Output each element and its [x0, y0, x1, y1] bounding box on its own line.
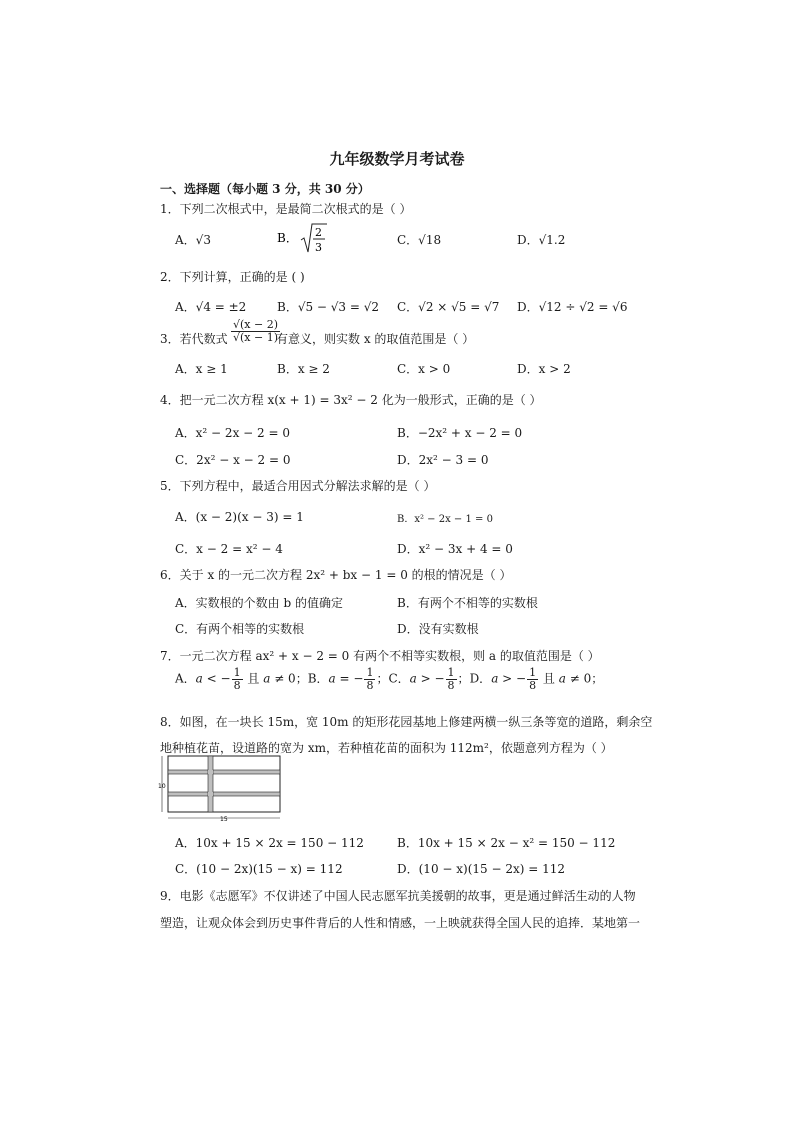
question-3-option-b: B．x ≥ 2 — [277, 362, 330, 376]
svg-text:B．: B． — [277, 231, 298, 245]
question-8-option-b: B．10x + 15 × 2x − x² = 150 − 112 — [397, 836, 616, 850]
question-5-stem: 5．下列方程中，最适合用因式分解法求解的是（ ） — [160, 479, 436, 493]
question-4-option-c: C．2x² − x − 2 = 0 — [175, 453, 291, 467]
question-5-option-d: D．x² − 3x + 4 = 0 — [397, 542, 513, 556]
figure-height-label: 10 — [158, 783, 166, 790]
question-2-option-d: D．√12 ÷ √2 = √6 — [517, 300, 628, 314]
svg-text:2: 2 — [315, 226, 322, 239]
question-3-fraction: $\frac{√(x - 2)}{√(x - 1)}$ — [233, 318, 279, 344]
question-1-option-a: A．√3 — [175, 233, 211, 247]
section-heading: 一、选择题（每小题 3 分，共 30 分） — [160, 182, 370, 196]
question-4-stem: 4．把一元二次方程 x(x + 1) = 3x² − 2 化为一般形式，正确的是（ ） — [160, 393, 542, 407]
question-1-option-c: C．√18 — [397, 233, 442, 247]
question-4-option-a: A．x² − 2x − 2 = 0 — [175, 426, 290, 440]
question-8-option-d: D．(10 − x)(15 − 2x) = 112 — [397, 862, 566, 876]
figure-width-label: 15 — [220, 816, 228, 822]
question-2-option-a: A．√4 = ±2 — [175, 300, 247, 314]
question-8-stem-line1: 8．如图，在一块长 15m，宽 10m 的矩形花园基地上修建两横一纵三条等宽的道路，剩余空 — [160, 715, 653, 729]
question-5-option-b: B．x² − 2x − 1 = 0 — [397, 514, 493, 525]
question-9-stem-line1: 9．电影《志愿军》不仅讲述了中国人民志愿军抗美援朝的故事，更是通过鲜活生动的人物 — [160, 889, 636, 903]
question-1-option-d: D．√1.2 — [517, 233, 566, 247]
garden-road-figure — [158, 752, 282, 822]
question-1-stem: 1．下列二次根式中，是最简二次根式的是（ ） — [160, 202, 412, 216]
question-6-option-d: D．没有实数根 — [397, 622, 479, 636]
question-6-option-a: A．实数根的个数由 b 的值确定 — [175, 596, 343, 610]
question-6-option-c: C．有两个相等的实数根 — [175, 622, 305, 636]
question-2-stem: 2．下列计算，正确的是 ( ) — [160, 270, 305, 284]
question-3-stem-suffix: 有意义，则实数 x 的取值范围是（ ） — [276, 332, 475, 346]
question-8-option-c: C．(10 − 2x)(15 − x) = 112 — [175, 862, 343, 876]
question-5-option-a: A．(x − 2)(x − 3) = 1 — [175, 510, 304, 524]
page-title: 九年级数学月考试卷 — [329, 150, 465, 168]
question-7-options: A．a < − $\frac{1}{8}$ 且 a ≠ 0；B．a = − $\frac{1}{8}$ ；C．a > − $\frac{1}{8}$ ；D．a > − $\frac{1}{8}$ 且 a ≠ 0； — [175, 666, 604, 692]
question-3-stem-prefix: 3．若代数式 — [160, 332, 228, 346]
question-2-option-b: B．√5 − √3 = √2 — [277, 300, 380, 314]
question-4-option-d: D．2x² − 3 = 0 — [397, 453, 489, 467]
question-5-option-c: C．x − 2 = x² − 4 — [175, 542, 283, 556]
svg-text:3: 3 — [315, 241, 322, 254]
question-3-option-a: A．x ≥ 1 — [175, 362, 228, 376]
question-2-option-c: C．√2 × √5 = √7 — [397, 300, 500, 314]
question-3-option-c: C．x > 0 — [397, 362, 451, 376]
question-3-option-d: D．x > 2 — [517, 362, 571, 376]
question-1-option-b — [277, 222, 327, 259]
question-4-option-b: B．−2x² + x − 2 = 0 — [397, 426, 523, 440]
question-9-stem-line2: 塑造，让观众体会到历史事件背后的人性和情感，一上映就获得全国人民的追捧．某地第一 — [160, 916, 641, 930]
sqrt-fraction-graphic — [277, 222, 327, 256]
question-8-option-a: A．10x + 15 × 2x = 150 − 112 — [175, 836, 364, 850]
question-6-option-b: B．有两个不相等的实数根 — [397, 596, 538, 610]
question-6-stem: 6．关于 x 的一元二次方程 2x² + bx − 1 = 0 的根的情况是（ ） — [160, 568, 512, 582]
question-7-stem: 7．一元二次方程 ax² + x − 2 = 0 有两个不相等实数根，则 a 的取值范围是（ ） — [160, 649, 600, 663]
question-8-stem-line2: 地种植花苗，设道路的宽为 xm，若种植花苗的面积为 112m²，依题意列方程为（ ） — [160, 741, 613, 755]
